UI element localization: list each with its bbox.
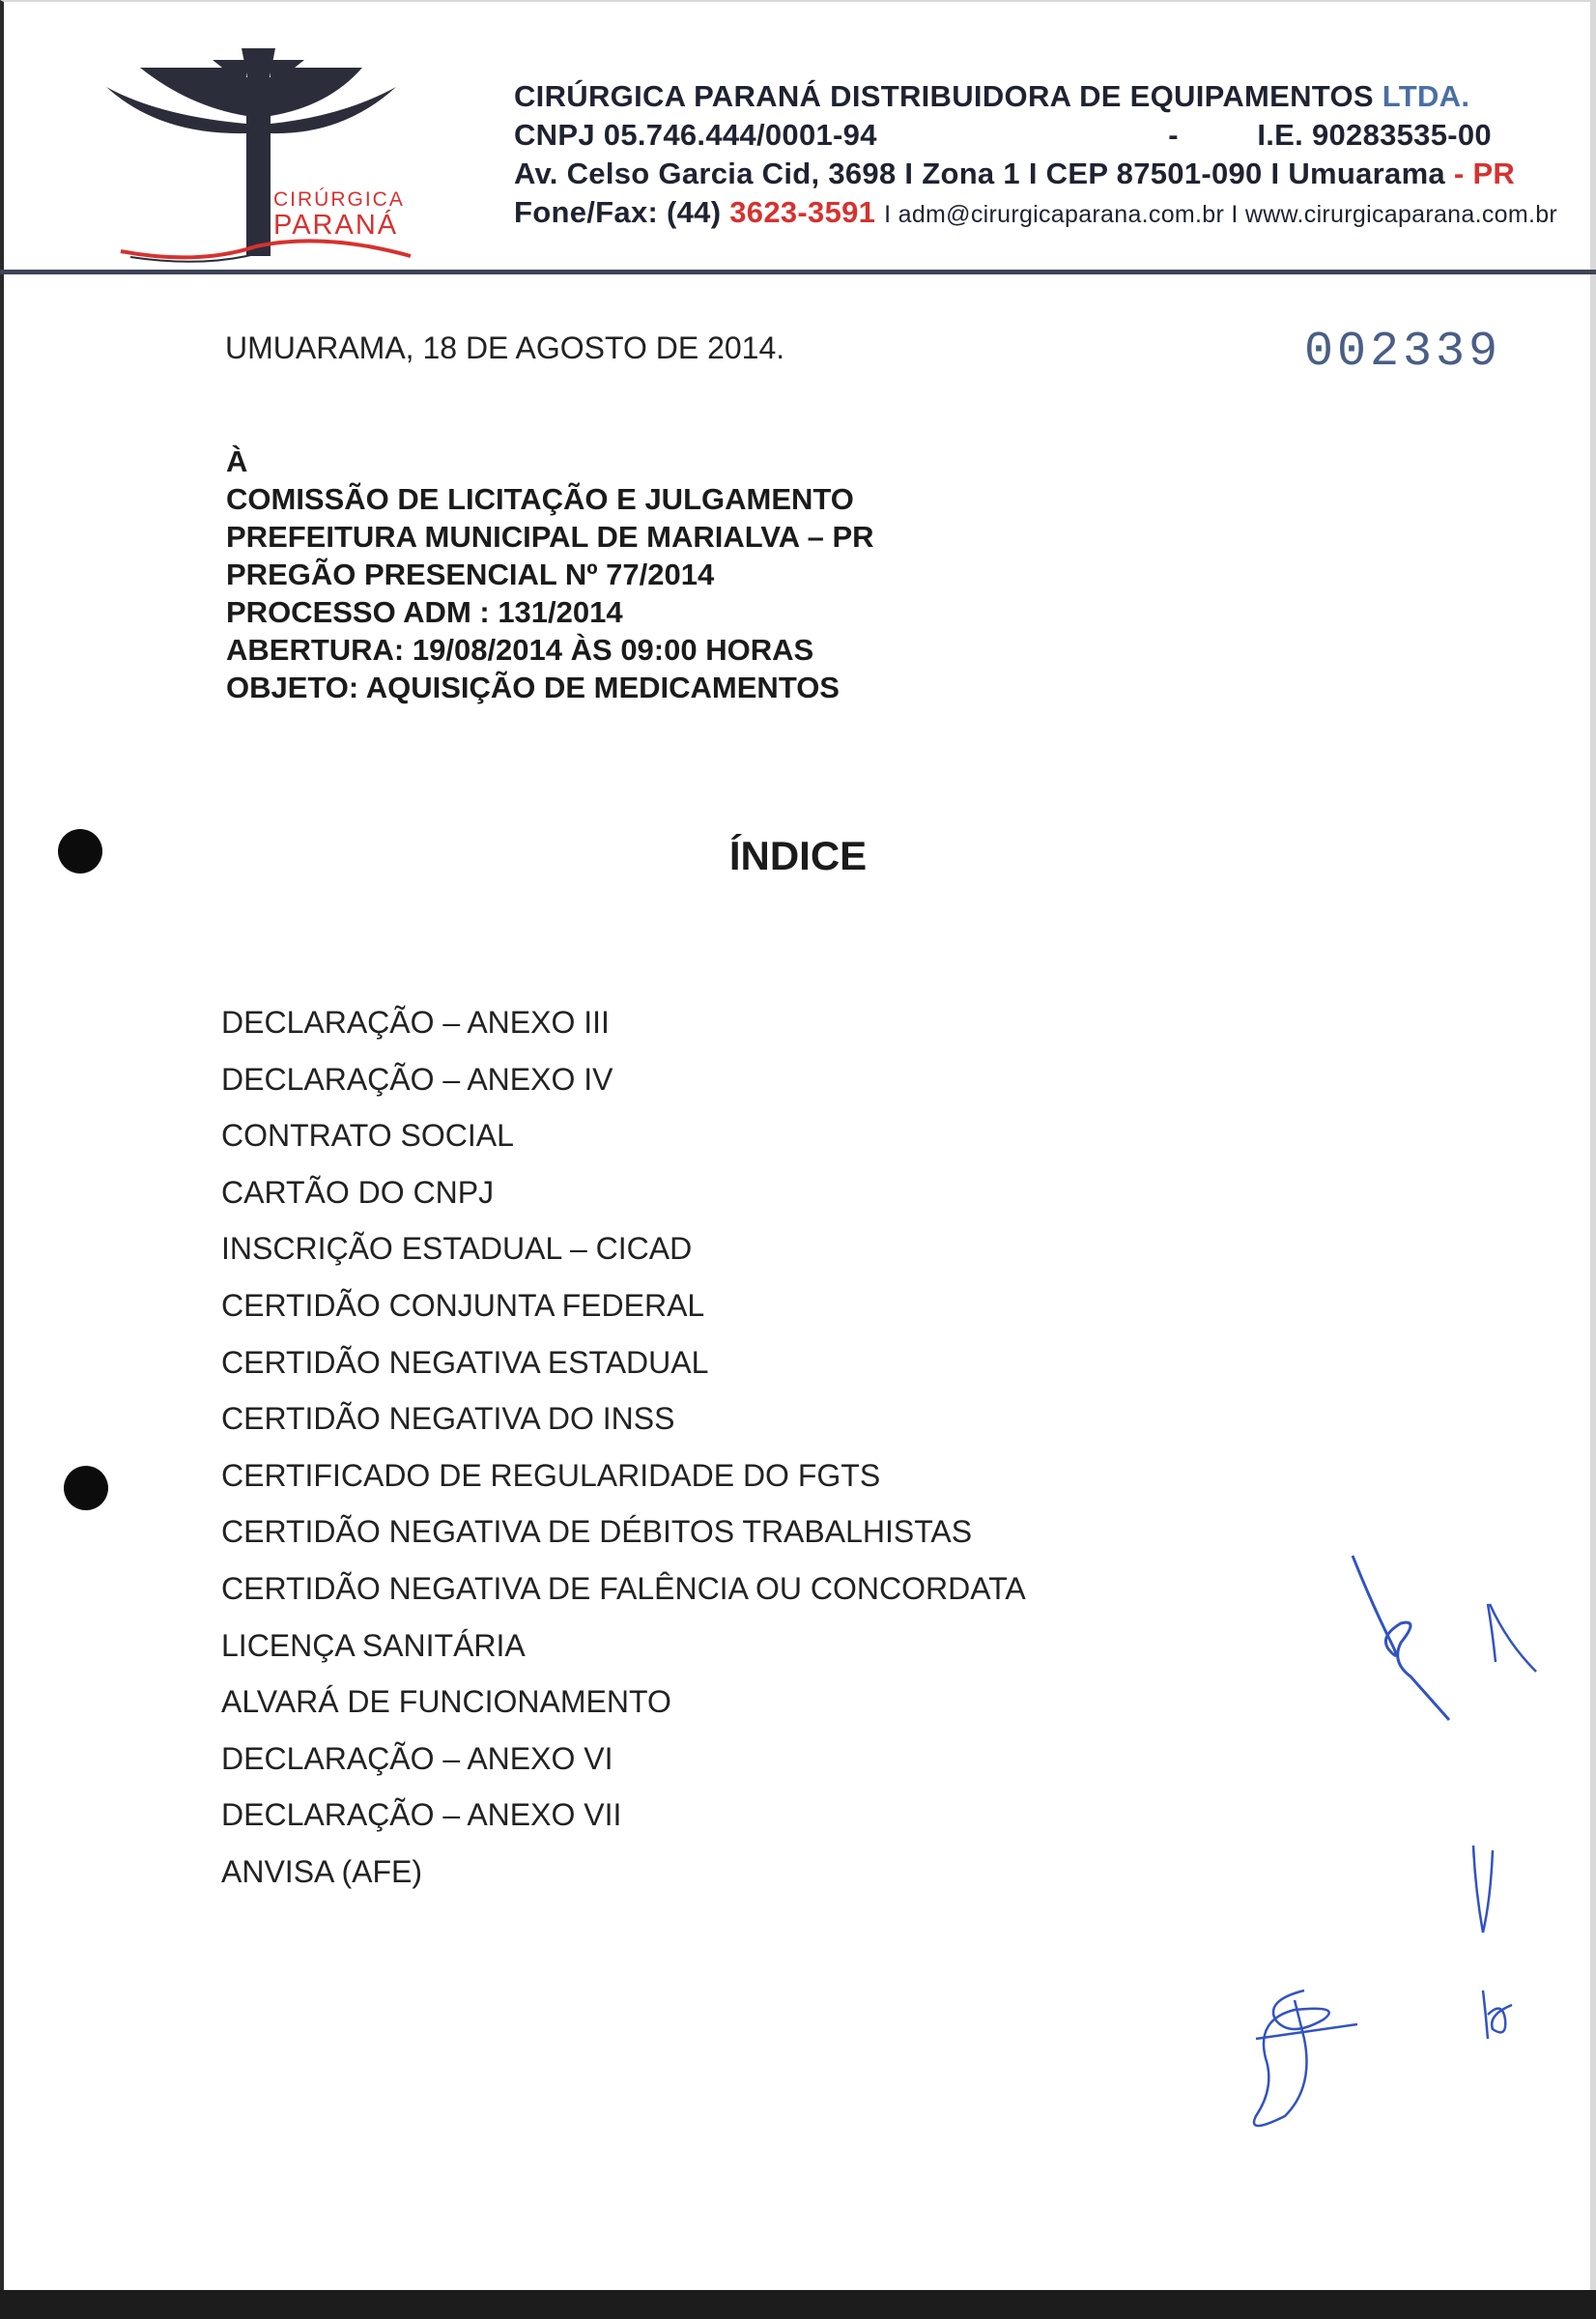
company-cnpj: CNPJ 05.746.444/0001-94 [514, 118, 877, 152]
index-item: INSCRIÇÃO ESTADUAL – CICAD [221, 1231, 693, 1267]
logo-text-2: PARANÁ [273, 210, 399, 241]
addressee-line: OBJETO: AQUISIÇÃO DE MEDICAMENTOS [226, 671, 840, 704]
index-item: CERTIDÃO CONJUNTA FEDERAL [221, 1287, 705, 1323]
scan-bottom-edge [0, 2290, 1596, 2319]
logo-text-1: CIRÚRGICA [273, 188, 405, 211]
addressee-to: À [226, 444, 248, 478]
index-item: DECLARAÇÃO – ANEXO VII [221, 1797, 622, 1833]
addressee-line: COMISSÃO DE LICITAÇÃO E JULGAMENTO [226, 482, 854, 516]
index-item: CONTRATO SOCIAL [221, 1118, 514, 1154]
document-date: UMUARAMA, 18 DE AGOSTO DE 2014. [225, 330, 785, 365]
index-item: CERTIDÃO NEGATIVA DE DÉBITOS TRABALHISTAS [221, 1514, 973, 1550]
index-list [221, 994, 1026, 1901]
header-divider [0, 270, 1596, 274]
handwritten-initial-icon [1464, 1841, 1502, 1937]
handwritten-signature-icon [1237, 1981, 1382, 2135]
document-number: 002339 [1304, 325, 1502, 380]
punch-hole-icon [64, 1466, 108, 1510]
index-item: CERTIFICADO DE REGULARIDADE DO FGTS [221, 1457, 881, 1493]
index-item: CERTIDÃO NEGATIVA DO INSS [221, 1401, 675, 1437]
index-item: DECLARAÇÃO – ANEXO III [221, 1005, 610, 1040]
scan-edge [1590, 0, 1596, 2319]
index-title: ÍNDICE [728, 833, 868, 878]
company-address-line [514, 155, 1516, 193]
addressee-line: ABERTURA: 19/08/2014 ÀS 09:00 HORAS [226, 633, 814, 667]
addressee-line: PROCESSO ADM : 131/2014 [226, 595, 623, 629]
company-phone-number: 3623-3591 [729, 195, 876, 229]
company-name-line [514, 77, 1499, 116]
company-contacts: I adm@cirurgicaparana.com.br I www.cirurgicaparana.com.br [884, 201, 1558, 228]
company-info [514, 77, 1558, 234]
company-logo-icon [101, 48, 420, 271]
handwritten-signature-icon [1333, 1546, 1565, 1739]
index-item: CERTIDÃO NEGATIVA DE FALÊNCIA OU CONCORDATA [221, 1570, 1026, 1606]
index-item: CERTIDÃO NEGATIVA ESTADUAL [221, 1344, 709, 1380]
addressee-line: PREGÃO PRESENCIAL Nº 77/2014 [226, 558, 715, 591]
index-item: ANVISA (AFE) [221, 1853, 423, 1889]
addressee-line: PREFEITURA MUNICIPAL DE MARIALVA – PR [226, 520, 874, 554]
company-registration-line [514, 116, 1492, 155]
company-ie: I.E. 90283535-00 [1257, 118, 1492, 152]
index-item: DECLARAÇÃO – ANEXO IV [221, 1061, 613, 1097]
addressee-block [226, 443, 874, 706]
punch-hole-icon [58, 829, 102, 873]
company-contact-line [514, 193, 1558, 234]
company-address: Av. Celso Garcia Cid, 3698 I Zona 1 I CEP 87501-090 I Umuarama [514, 157, 1445, 190]
company-name-suffix: LTDA. [1382, 79, 1470, 113]
company-phone-label: Fone/Fax: (44) [514, 195, 722, 229]
company-name: CIRÚRGICA PARANÁ DISTRIBUIDORA DE EQUIPAMENTOS [514, 79, 1374, 113]
handwritten-initial-icon [1478, 1986, 1517, 2044]
index-item: DECLARAÇÃO – ANEXO VI [221, 1740, 613, 1776]
index-item: LICENÇA SANITÁRIA [221, 1627, 526, 1663]
index-item: CARTÃO DO CNPJ [221, 1174, 495, 1210]
company-separator: - [1168, 118, 1179, 152]
index-item: ALVARÁ DE FUNCIONAMENTO [221, 1684, 671, 1720]
company-address-state: - PR [1453, 157, 1516, 190]
